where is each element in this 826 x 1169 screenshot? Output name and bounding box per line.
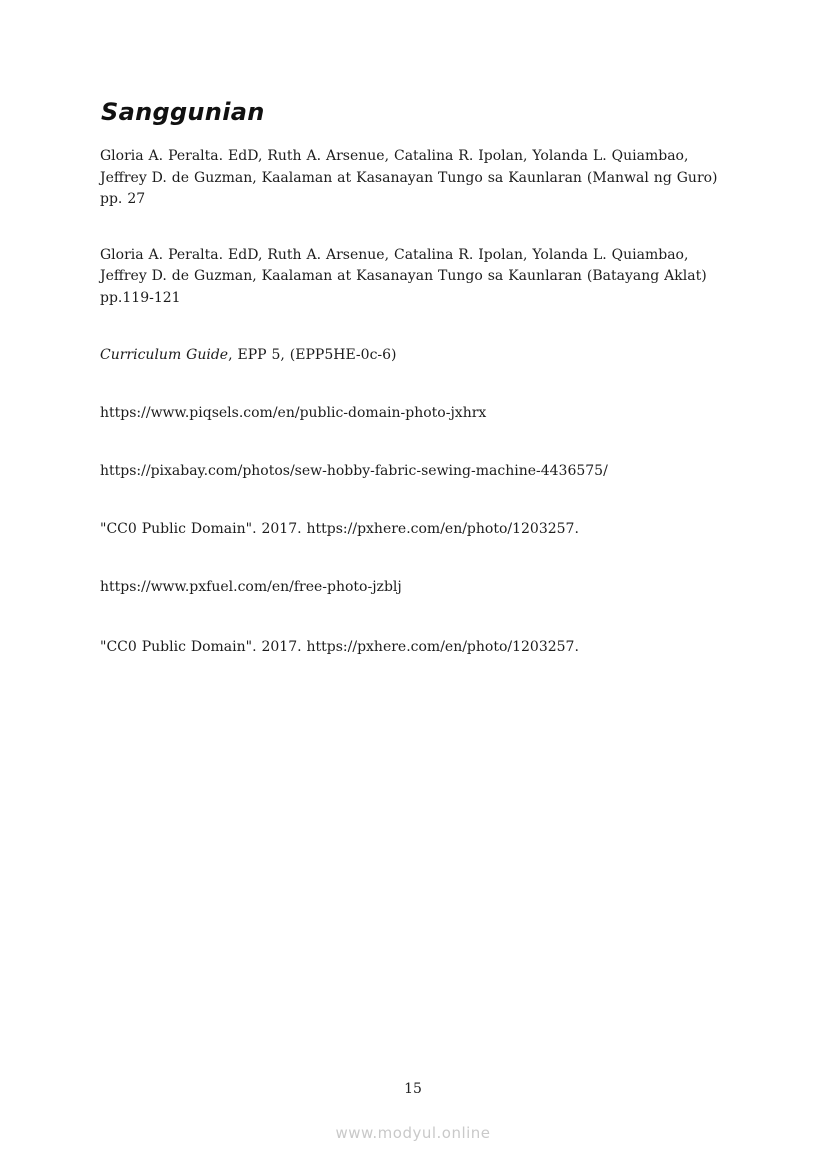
reference-item-6: "CC0 Public Domain". 2017. https://pxhere.com/en/photo/1203257. [100, 520, 579, 537]
reference-item-3 [100, 345, 740, 367]
reference-item-8: "CC0 Public Domain". 2017. https://pxhere.com/en/photo/1203257. [100, 638, 579, 655]
reference-item-7: https://www.pxfuel.com/en/free-photo-jzblj [100, 579, 402, 595]
watermark: www.modyul.online [335, 1124, 491, 1142]
reference-item-2: Gloria A. Peralta. EdD, Ruth A. Arsenue, Catalina R. Ipolan, Yolanda L. Quiambao, Jeffrey D. de Guzman, Kaalaman at Kasanayan Tungo sa Kaunlaran (Batayang Aklat) pp.119-121 [100, 246, 707, 306]
reference-item-4: https://www.piqsels.com/en/public-domain-photo-jxhrx [100, 404, 487, 421]
reference-item-5: https://pixabay.com/photos/sew-hobby-fabric-sewing-machine-4436575/ [100, 463, 608, 479]
reference-list [100, 146, 740, 658]
curriculum-guide-details: , EPP 5, (EPP5HE-0c-6) [228, 347, 397, 363]
curriculum-guide-title: Curriculum Guide [100, 347, 229, 363]
page-title: Sanggunian [101, 98, 265, 126]
page-number: 15 [404, 1081, 422, 1097]
reference-item-1: Gloria A. Peralta. EdD, Ruth A. Arsenue, Catalina R. Ipolan, Yolanda L. Quiambao, Jeffrey D. de Guzman, Kaalaman at Kasanayan Tungo sa Kaunlaran (Manwal ng Guro) pp. 27 [100, 148, 718, 207]
